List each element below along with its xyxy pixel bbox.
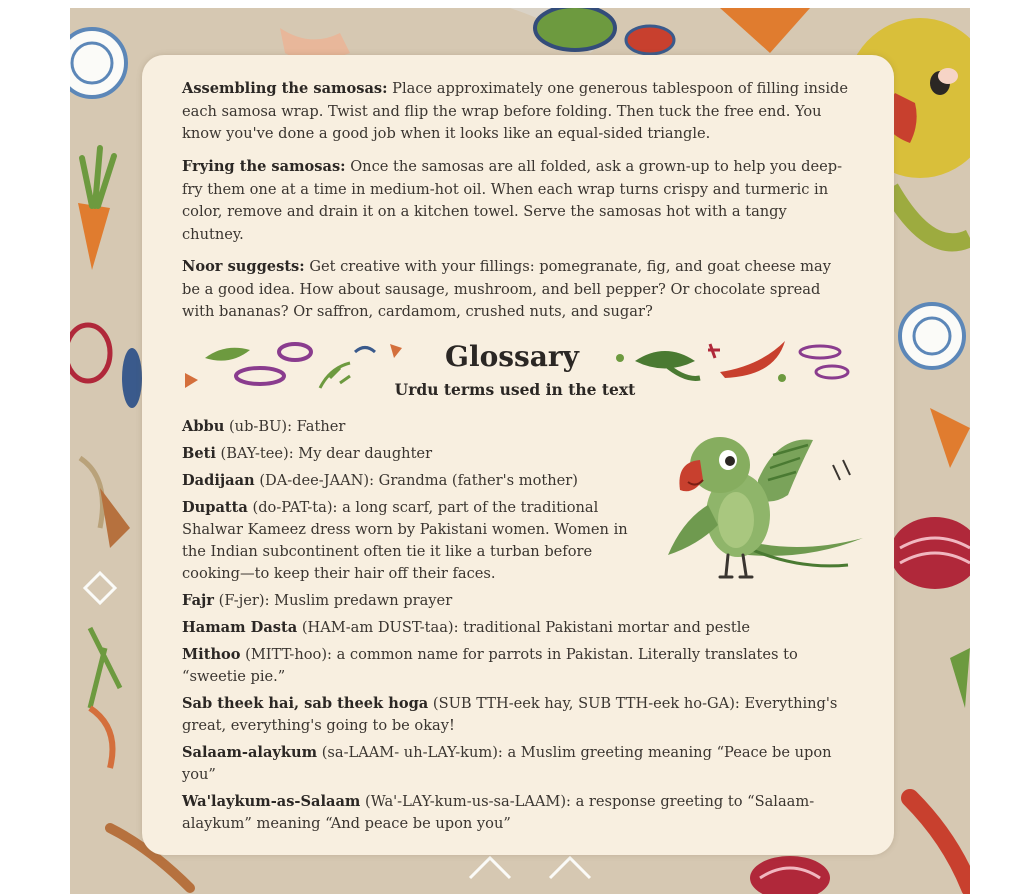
glossary-entry-salaam-alaykum	[182, 742, 852, 786]
glossary-definition: (HAM-am DUST-taa): traditional Pakistani mortar and pestle	[301, 619, 751, 636]
frying-heading: Frying the samosas:	[182, 158, 346, 175]
glossary-definition: (MITT-hoo): a common name for parrots in Pakistan. Literally translates to “sweetie pie.”	[182, 646, 798, 685]
glossary-term: Abbu	[182, 418, 225, 435]
frying-body: Once the samosas are all folded, ask a grown-up to help you deep-fry them one at a time in medium-hot oil. When each wrap turns crispy and turmeric in color, remove and drain it on a kitchen towel. Serve the samosas hot with a tangy chutney.	[182, 158, 843, 243]
glossary-definition: (sa-LAAM- uh-LAY-kum): a Muslim greeting meaning “Peace be upon you”	[182, 744, 832, 783]
glossary-term: Sab theek hai, sab theek hoga	[182, 695, 429, 712]
assembling-heading: Assembling the samosas:	[182, 80, 388, 97]
glossary-term: Salaam-alaykum	[182, 744, 318, 761]
glossary-term: Hamam Dasta	[182, 619, 298, 636]
glossary-definition: (ub-BU): Father	[228, 418, 346, 435]
glossary-subtitle: Urdu terms used in the text	[394, 380, 636, 399]
glossary-entry-sab-theek-hai	[182, 693, 852, 737]
noor-suggests-paragraph	[182, 256, 852, 324]
glossary-entry-hamam-dasta	[182, 617, 852, 639]
glossary-term: Mithoo	[182, 646, 241, 663]
assembling-body: Place approximately one generous tablespoon of filling inside each samosa wrap. Twist and flip the wrap before folding. Then tuck the free end. You know you've done a good job when it looks like an equal-sided triangle.	[182, 80, 848, 142]
glossary-entry-walaykum-as-salaam	[182, 791, 852, 835]
glossary-term: Dupatta	[182, 499, 248, 516]
assembling-paragraph	[182, 78, 852, 146]
glossary-definition: (do-PAT-ta): a long scarf, part of the traditional Shalwar Kameez dress worn by Pakistani women. Women in the Indian subcontinent often tie it like a turban before cooking—to keep their hair off their faces.	[182, 499, 628, 582]
parrot-illustration	[648, 420, 878, 590]
glossary-entry-mithoo	[182, 644, 852, 688]
glossary-entry-dupatta	[182, 497, 652, 585]
glossary-definition: (SUB TTH-eek hay, SUB TTH-eek ho-GA): Everything's great, everything's going to be okay!	[182, 695, 838, 734]
glossary-term: Wa'laykum-as-Salaam	[182, 793, 361, 810]
glossary-title: Glossary	[445, 340, 579, 373]
glossary-definition: (BAY-tee): My dear daughter	[220, 445, 433, 462]
noor-suggests-heading: Noor suggests:	[182, 258, 305, 275]
glossary-term: Fajr	[182, 592, 214, 609]
glossary-definition: (Wa'-LAY-kum-us-sa-LAAM): a response greeting to “Salaam-alaykum” meaning “And peace be upon you”	[182, 793, 815, 832]
glossary-definition: (DA-dee-JAAN): Grandma (father's mother)	[259, 472, 578, 489]
glossary-definition: (F-jer): Muslim predawn prayer	[218, 592, 453, 609]
glossary-term: Beti	[182, 445, 216, 462]
glossary-entry-fajr	[182, 590, 852, 612]
glossary-term: Dadijaan	[182, 472, 255, 489]
frying-paragraph	[182, 156, 852, 246]
noor-suggests-body: Get creative with your fillings: pomegranate, fig, and goat cheese may be a good idea. How about sausage, mushroom, and bell pepper? Or chocolate spread with bananas? Or saffron, cardamom, crushed nuts, and sugar?	[182, 258, 831, 320]
